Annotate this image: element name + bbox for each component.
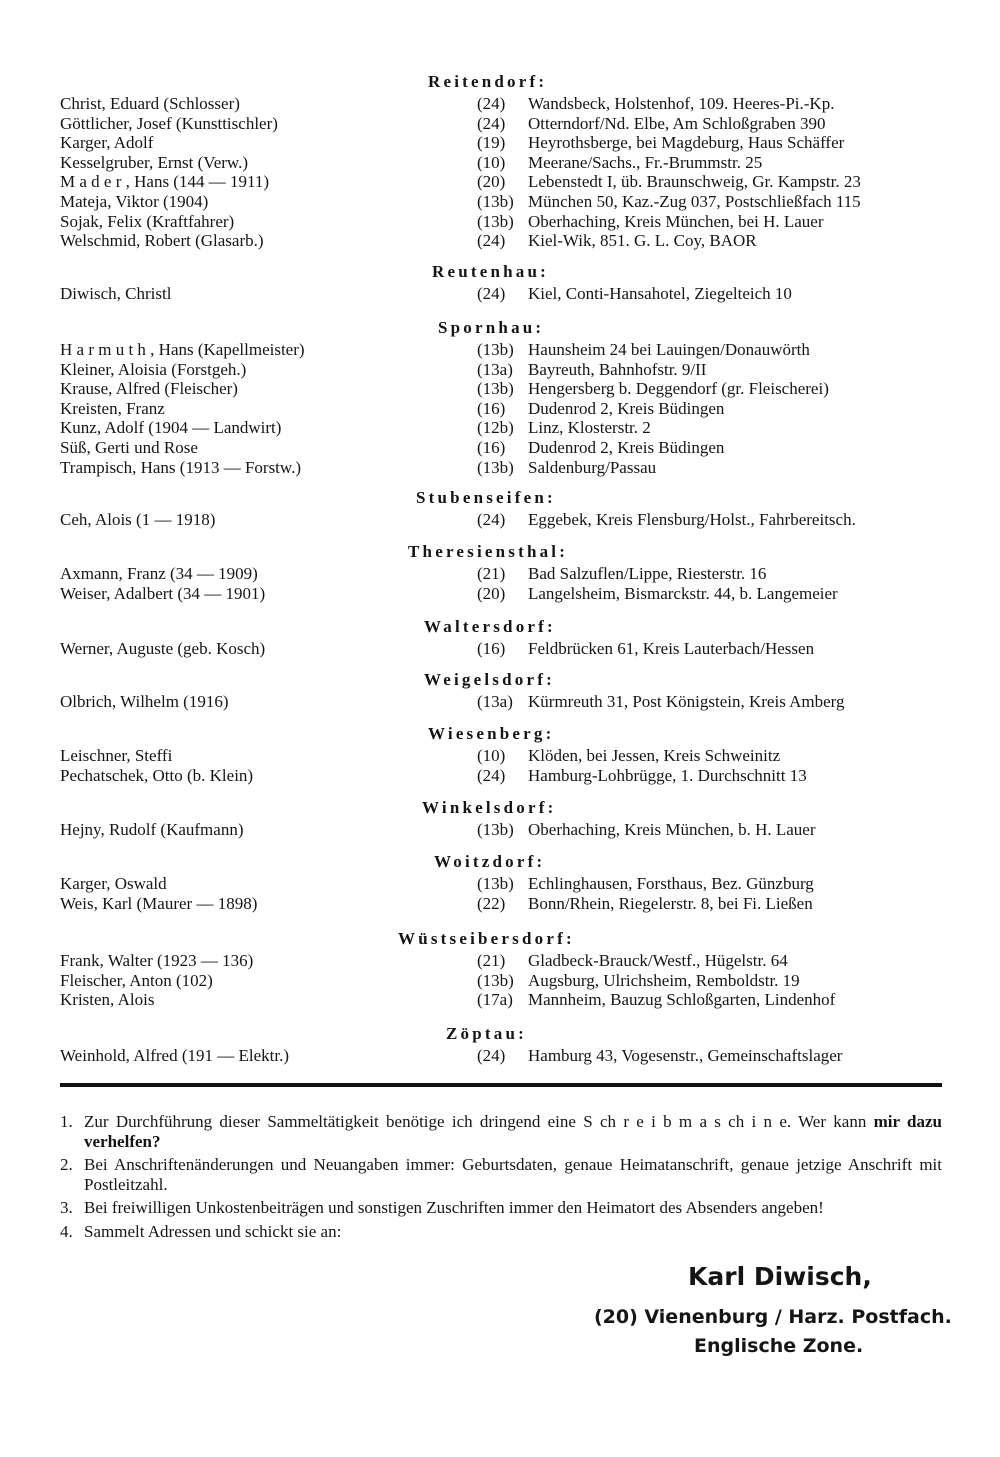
- section-heading: Wüstseibersdorf:: [398, 929, 575, 948]
- person-name: Mateja, Viktor (1904): [60, 191, 209, 211]
- entry-row: [0, 94, 1000, 114]
- entry-row: [0, 820, 1000, 840]
- person-name: Ceh, Alois (1 — 1918): [60, 510, 216, 529]
- entry-row: [0, 340, 1000, 360]
- section-heading: Reutenhau:: [432, 262, 550, 281]
- person-name: Kleiner, Aloisia (Forstgeh.): [60, 359, 247, 379]
- address: Mannheim, Bauzug Schloßgarten, Lindenhof: [528, 990, 836, 1010]
- note-text: Bei freiwilligen Unkostenbeiträgen und sonstigen Zuschriften immer den Heimatort des Absenders angeben!: [84, 1198, 824, 1217]
- entry-row: [0, 418, 1000, 438]
- address: Klöden, bei Jessen, Kreis Schweinitz: [528, 746, 781, 765]
- address: München 50, Kaz.-Zug 037, Postschließfach 115: [528, 191, 861, 211]
- address: Bonn/Rhein, Riegelerstr. 8, bei Fi. Ließen: [528, 893, 813, 913]
- address: Kürmreuth 31, Post Königstein, Kreis Amberg: [528, 692, 845, 711]
- postal-zone-code: (13b): [477, 211, 514, 231]
- postal-zone-code: (13b): [477, 970, 514, 990]
- person-name: Weinhold, Alfred (191 — Elektr.): [60, 1046, 290, 1065]
- address: Meerane/Sachs., Fr.-Brummstr. 25: [528, 152, 763, 172]
- address: Bad Salzuflen/Lippe, Riesterstr. 16: [528, 564, 767, 583]
- address: Gladbeck-Brauck/Westf., Hügelstr. 64: [528, 951, 788, 970]
- postal-zone-code: (13b): [477, 874, 514, 893]
- postal-zone-code: (10): [477, 152, 506, 172]
- person-name: Kreisten, Franz: [60, 398, 165, 418]
- person-name: Pechatschek, Otto (b. Klein): [60, 765, 254, 785]
- person-name: Olbrich, Wilhelm (1916): [60, 692, 229, 711]
- postal-zone-code: (19): [477, 133, 506, 153]
- entry-row: [0, 874, 1000, 894]
- postal-zone-code: (17a): [477, 990, 513, 1010]
- entry-row: [0, 564, 1000, 584]
- entry-row: [0, 584, 1000, 604]
- section-rows: [0, 951, 1000, 1010]
- signature-zone: Englische Zone.: [694, 1335, 864, 1357]
- address: Eggebek, Kreis Flensburg/Holst., Fahrbereitsch.: [528, 510, 856, 529]
- person-name: Leischner, Steffi: [60, 746, 173, 765]
- person-name: Kunz, Adolf (1904 — Landwirt): [60, 418, 282, 438]
- address: Hamburg 43, Vogesenstr., Gemeinschaftslager: [528, 1046, 843, 1065]
- entry-row: [0, 192, 1000, 212]
- entry-row: [0, 894, 1000, 914]
- section-heading: Wiesenberg:: [428, 724, 555, 743]
- address: Echlinghausen, Forsthaus, Bez. Günzburg: [528, 874, 814, 893]
- entry-row: [0, 438, 1000, 458]
- person-name: Fleischer, Anton (102): [60, 970, 213, 990]
- section-heading: Waltersdorf:: [424, 617, 556, 636]
- note-number: 1.: [60, 1112, 73, 1131]
- postal-zone-code: (20): [477, 172, 506, 192]
- entry-row: [0, 133, 1000, 153]
- address: Kiel, Conti-Hansahotel, Ziegelteich 10: [528, 284, 792, 303]
- address: Dudenrod 2, Kreis Büdingen: [528, 398, 725, 418]
- address: Lebenstedt I, üb. Braunschweig, Gr. Kampstr. 23: [528, 172, 861, 192]
- postal-zone-code: (13b): [477, 820, 514, 839]
- entry-row: [0, 951, 1000, 971]
- address: Otterndorf/Nd. Elbe, Am Schloßgraben 390: [528, 113, 826, 133]
- section-heading: Zöptau:: [446, 1024, 527, 1043]
- entry-row: [0, 510, 1000, 530]
- note-item: [60, 1155, 942, 1194]
- entry-row: [0, 153, 1000, 173]
- person-name: Weiser, Adalbert (34 — 1901): [60, 583, 266, 603]
- person-name: Hejny, Rudolf (Kaufmann): [60, 820, 244, 839]
- postal-zone-code: (16): [477, 639, 506, 658]
- person-name: Karger, Oswald: [60, 874, 167, 893]
- section-rows: [0, 874, 1000, 913]
- section-heading: Weigelsdorf:: [424, 670, 555, 689]
- address: Oberhaching, Kreis München, b. H. Lauer: [528, 820, 816, 839]
- postal-zone-code: (13a): [477, 359, 513, 379]
- postal-zone-code: (22): [477, 893, 506, 913]
- address: Dudenrod 2, Kreis Büdingen: [528, 437, 725, 457]
- postal-zone-code: (13b): [477, 379, 514, 399]
- person-name: Frank, Walter (1923 — 136): [60, 951, 254, 970]
- section-heading: Reitendorf:: [428, 72, 548, 91]
- address: Feldbrücken 61, Kreis Lauterbach/Hessen: [528, 639, 815, 658]
- entry-row: [0, 212, 1000, 232]
- address: Haunsheim 24 bei Lauingen/Donauwörth: [528, 340, 810, 359]
- address: Linz, Klosterstr. 2: [528, 418, 651, 438]
- note-item: [60, 1222, 942, 1242]
- entry-row: [0, 766, 1000, 786]
- person-name: Axmann, Franz (34 — 1909): [60, 564, 258, 583]
- note-emphasis: mir dazu verhelfen?: [84, 1112, 943, 1151]
- postal-zone-code: (24): [477, 765, 506, 785]
- postal-zone-code: (13b): [477, 340, 514, 359]
- postal-zone-code: (24): [477, 113, 506, 133]
- section-rows: [0, 746, 1000, 785]
- note-number: 3.: [60, 1198, 73, 1217]
- section-rows: [0, 340, 1000, 477]
- postal-zone-code: (12b): [477, 418, 514, 438]
- person-name: Werner, Auguste (geb. Kosch): [60, 639, 266, 658]
- entry-row: [0, 172, 1000, 192]
- postal-zone-code: (21): [477, 564, 506, 583]
- address: Bayreuth, Bahnhofstr. 9/II: [528, 359, 707, 379]
- signature-name: Karl Diwisch,: [688, 1262, 872, 1291]
- postal-zone-code: (24): [477, 231, 506, 251]
- person-name: Diwisch, Christl: [60, 284, 172, 303]
- note-item: [60, 1112, 942, 1151]
- person-name: Weis, Karl (Maurer — 1898): [60, 893, 258, 913]
- section-rows: [0, 1046, 1000, 1066]
- signature-address: (20) Vienenburg / Harz. Postfach.: [594, 1306, 952, 1328]
- address: Langelsheim, Bismarckstr. 44, b. Langemeier: [528, 583, 838, 603]
- person-name: Karger, Adolf: [60, 133, 154, 153]
- person-name: Kesselgruber, Ernst (Verw.): [60, 152, 248, 172]
- section-heading: Theresiensthal:: [408, 542, 569, 561]
- person-name: Sojak, Felix (Kraftfahrer): [60, 211, 235, 231]
- entry-row: [0, 639, 1000, 659]
- address: Kiel-Wik, 851. G. L. Coy, BAOR: [528, 231, 757, 251]
- entry-row: [0, 284, 1000, 304]
- person-name: Göttlicher, Josef (Kunsttischler): [60, 113, 278, 133]
- section-rows: [0, 94, 1000, 251]
- section-rows: [0, 510, 1000, 530]
- postal-zone-code: (24): [477, 284, 506, 303]
- address: Oberhaching, Kreis München, bei H. Lauer: [528, 211, 824, 231]
- postal-zone-code: (20): [477, 583, 506, 603]
- entry-row: [0, 231, 1000, 251]
- address: Saldenburg/Passau: [528, 457, 657, 477]
- notes-list: [60, 1112, 942, 1245]
- entry-row: [0, 379, 1000, 399]
- section-heading: Winkelsdorf:: [422, 798, 557, 817]
- note-text: Sammelt Adressen und schickt sie an:: [84, 1221, 342, 1241]
- person-name: M a d e r , Hans (144 — 1911): [60, 172, 269, 192]
- section-heading: Woitzdorf:: [434, 852, 546, 871]
- separator-rule: [60, 1083, 942, 1087]
- person-name: H a r m u t h , Hans (Kapellmeister): [60, 340, 305, 359]
- entry-row: [0, 458, 1000, 478]
- person-name: Trampisch, Hans (1913 — Forstw.): [60, 457, 301, 477]
- person-name: Kristen, Alois: [60, 990, 155, 1010]
- note-number: 4.: [60, 1221, 73, 1241]
- postal-zone-code: (16): [477, 398, 506, 418]
- entry-row: [0, 114, 1000, 134]
- person-name: Krause, Alfred (Fleischer): [60, 379, 238, 399]
- postal-zone-code: (24): [477, 510, 506, 529]
- postal-zone-code: (10): [477, 746, 506, 765]
- postal-zone-code: (24): [477, 1046, 506, 1065]
- entry-row: [0, 971, 1000, 991]
- section-rows: [0, 284, 1000, 304]
- section-rows: [0, 639, 1000, 659]
- address: Augsburg, Ulrichsheim, Remboldstr. 19: [528, 970, 800, 990]
- person-name: Süß, Gerti und Rose: [60, 437, 198, 457]
- section-rows: [0, 820, 1000, 840]
- entry-row: [0, 692, 1000, 712]
- section-rows: [0, 564, 1000, 603]
- section-heading: Spornhau:: [438, 318, 545, 337]
- entry-row: [0, 990, 1000, 1010]
- section-heading: Stubenseifen:: [416, 488, 556, 507]
- postal-zone-code: (21): [477, 951, 506, 970]
- postal-zone-code: (24): [477, 94, 506, 113]
- postal-zone-code: (13b): [477, 191, 514, 211]
- person-name: Christ, Eduard (Schlosser): [60, 94, 240, 113]
- postal-zone-code: (13b): [477, 457, 514, 477]
- note-text: Zur Durchführung dieser Sammeltätigkeit benötige ich dringend eine S ch r e i b m a s ch i n e. Wer kann: [84, 1112, 867, 1131]
- address: Hengersberg b. Deggendorf (gr. Fleischerei): [528, 379, 829, 399]
- entry-row: [0, 746, 1000, 766]
- note-number: 2.: [60, 1155, 73, 1174]
- postal-zone-code: (13a): [477, 692, 513, 711]
- section-rows: [0, 692, 1000, 712]
- note-item: [60, 1198, 942, 1218]
- address: Hamburg-Lohbrügge, 1. Durchschnitt 13: [528, 765, 807, 785]
- entry-row: [0, 360, 1000, 380]
- person-name: Welschmid, Robert (Glasarb.): [60, 231, 264, 251]
- entry-row: [0, 399, 1000, 419]
- address: Wandsbeck, Holstenhof, 109. Heeres-Pi.-Kp.: [528, 94, 835, 113]
- postal-zone-code: (16): [477, 437, 506, 457]
- address: Heyrothsberge, bei Magdeburg, Haus Schäffer: [528, 133, 845, 153]
- note-text: Bei Anschriftenänderungen und Neuangaben immer: Geburtsdaten, genaue Heimatanschrift, genaue jetzige Anschrift mit Postleitzahl.: [84, 1155, 942, 1194]
- entry-row: [0, 1046, 1000, 1066]
